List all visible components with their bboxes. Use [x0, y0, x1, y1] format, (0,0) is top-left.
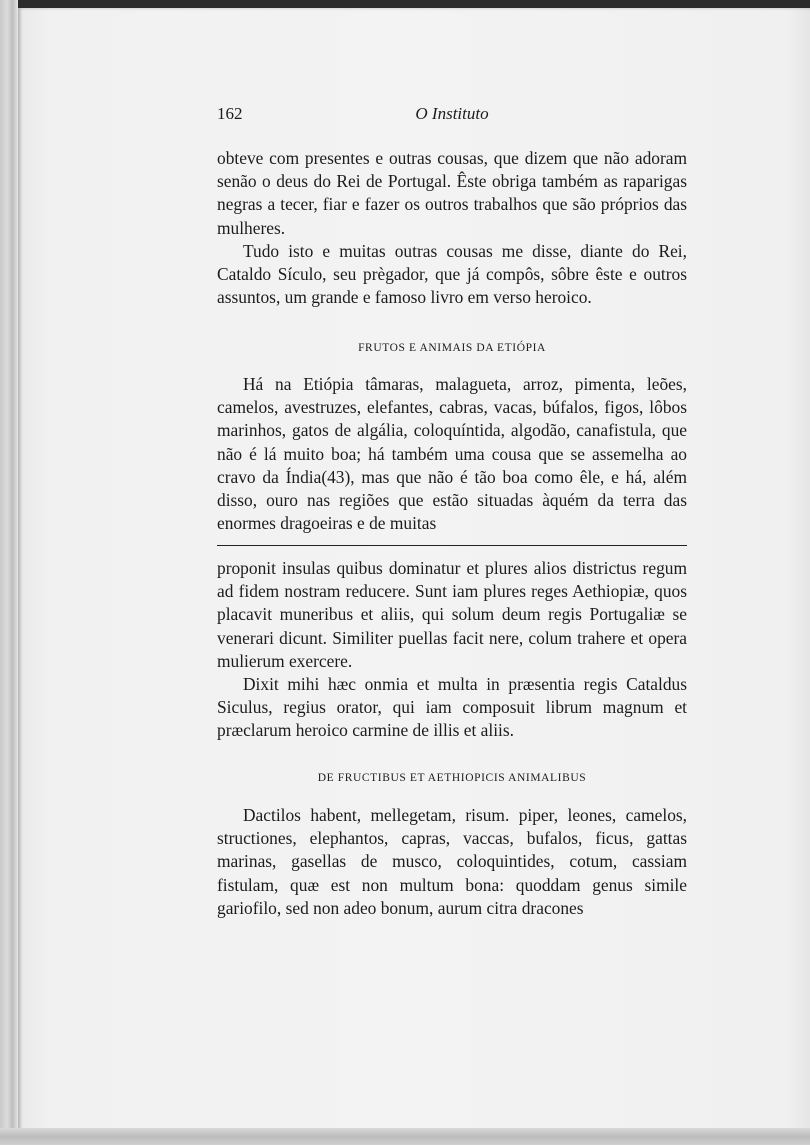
page-header — [217, 104, 687, 130]
page-number: 162 — [217, 104, 243, 123]
la-section-title: DE FRUCTIBUS ET AETHIOPICIS ANIMALIBUS — [317, 772, 587, 784]
pt-paragraph-1: obteve com presentes e outras cousas, que dizem que não adoram senão o deus do Rei de Portugal. Êste obriga também as raparigas negras a tecer, fiar e fazer os outros trabalhos que são próprios das mulheres. — [217, 148, 687, 238]
page-edge-bottom — [0, 1128, 810, 1145]
la-paragraph-1: proponit insulas quibus dominatur et plures alios districtus regum ad fidem nostram reducere. Sunt iam plures reges Aethiopiæ, quos placavit muneribus et aliis, qui solum deum regis Portugaliæ se venerari dicunt. Similiter puellas facit nere, colum trahere et opera mulierum exercere. — [217, 558, 687, 671]
running-title: O Instituto — [415, 104, 489, 123]
pt-paragraph-3: Há na Etiópia tâmaras, malagueta, arroz, pimenta, leões, camelos, avestruzes, elefantes, cabras, vacas, búfalos, figos, lôbos marinhos, gatos de algália, coloquíntida, algodão, canafistula, que não é lá muito boa; há também uma cousa que se assemelha ao cravo da Índia(43), mas que não é tão boa como êle, e há, além disso, ouro nas regiões que estão situadas àquém da terra das enormes dragoeiras e de muitas — [217, 374, 687, 534]
la-paragraph-2: Dixit mihi hæc onmia et multa in præsentia regis Cataldus Siculus, regius orator, qui iam composuit librum magnum et præclarum heroico carmine de illis et aliis. — [217, 674, 687, 741]
pt-section-title: FRUTOS E ANIMAIS DA ETIÓPIA — [358, 342, 546, 354]
portuguese-text — [217, 147, 687, 309]
footnote-divider — [217, 545, 687, 546]
page-edge-left — [0, 0, 18, 1145]
la-paragraph-3: Dactilos habent, mellegetam, risum. piper, leones, camelos, structiones, elephantos, capras, vaccas, bufalos, ficus, gattas marinas, gasellas de musco, coloquintides, cotum, cassiam fistulam, quæ est non multum bona: quoddam genus simile gariofilo, sed non adeo bonum, aurum citra dracones — [217, 805, 687, 918]
pt-paragraph-2: Tudo isto e muitas outras cousas me disse, diante do Rei, Cataldo Sículo, seu prègador, que já compôs, sôbre êste e outros assuntos, um grande e famoso livro em verso heroico. — [217, 240, 687, 308]
text-column — [217, 104, 687, 918]
latin-text — [217, 557, 687, 743]
